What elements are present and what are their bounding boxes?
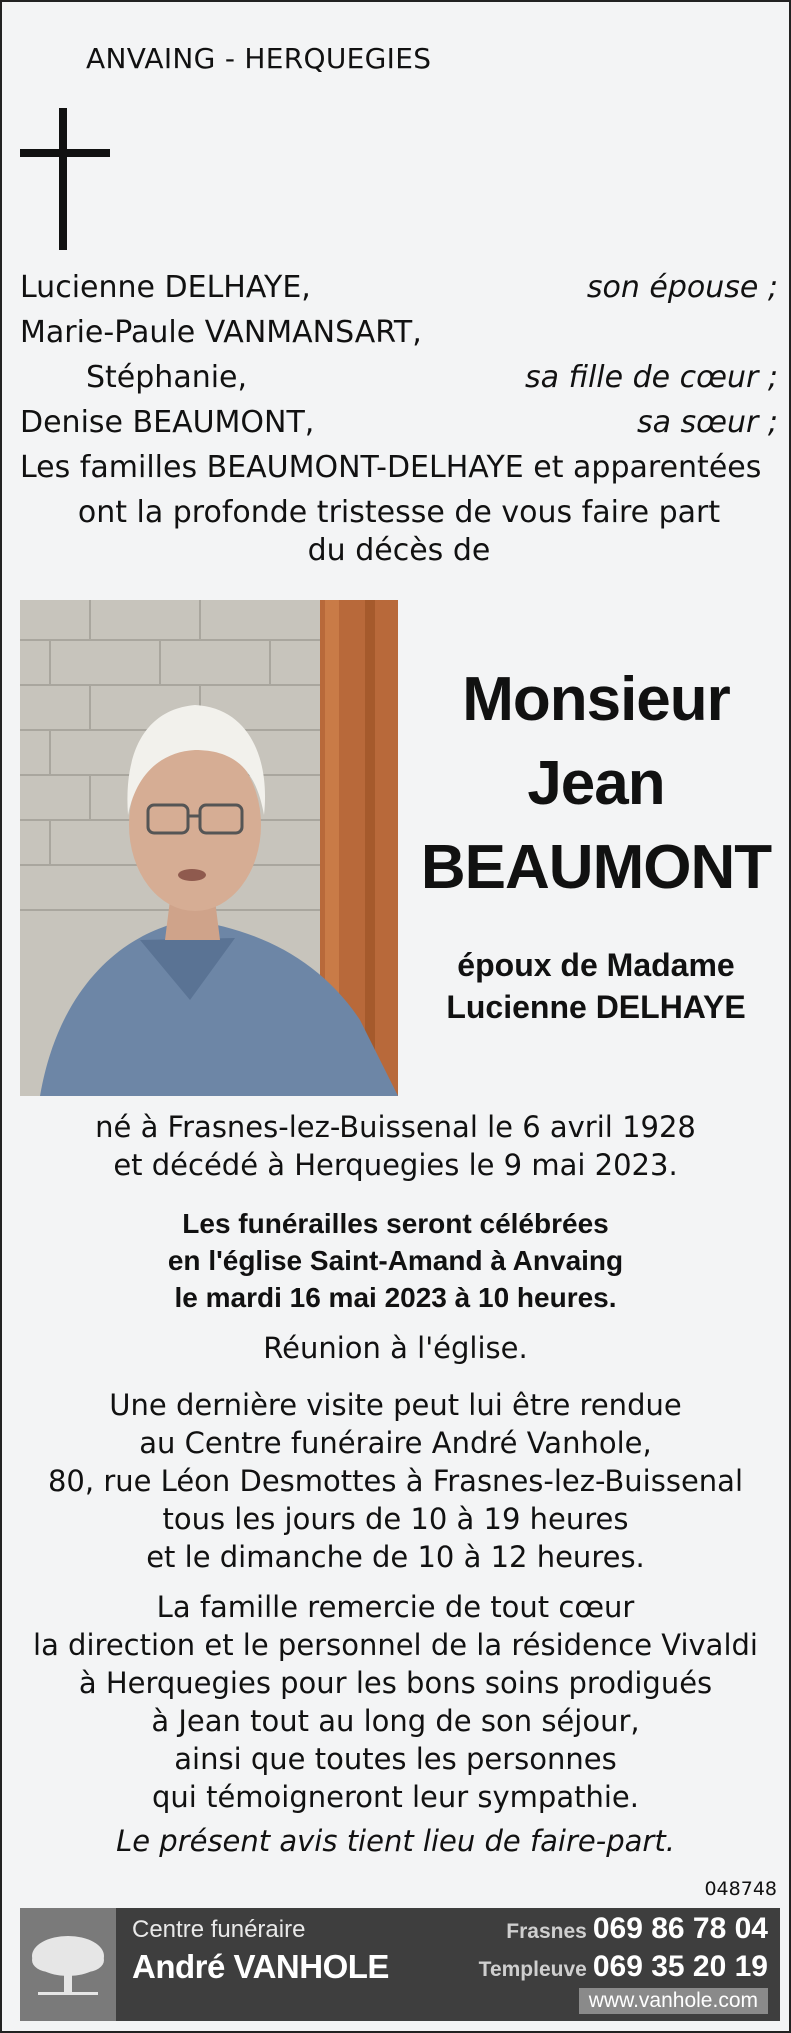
latin-cross-icon: [20, 108, 112, 250]
phone-number: 069 86 78 04: [592, 1912, 768, 1945]
visit-line: et le dimanche de 10 à 12 heures.: [146, 1540, 645, 1574]
thanks-line: à Herquegies pour les bons soins prodigués: [78, 1666, 713, 1700]
thanks-line: La famille remercie de tout cœur: [156, 1590, 635, 1624]
family-member-name: Stéphanie,: [86, 360, 248, 395]
thanks-line: la direction et le personnel de la résidence Vivaldi: [33, 1628, 758, 1662]
visit-line: Une dernière visite peut lui être rendue: [109, 1388, 682, 1422]
family-member-name: Denise BEAUMONT,: [20, 405, 315, 440]
deceased-name-block: [412, 658, 780, 910]
family-row: [20, 360, 778, 405]
death-line: et décédé à Herquegies le 9 mai 2023.: [113, 1148, 678, 1182]
deceased-last-name: BEAUMONT: [420, 833, 772, 902]
reunion-text: Réunion à l'église.: [263, 1331, 528, 1365]
family-member-name: Lucienne DELHAYE,: [20, 270, 311, 305]
thanks-message: [10, 1588, 781, 1816]
family-row: [20, 315, 778, 360]
company-name-line: André VANHOLE: [132, 1948, 389, 1985]
families-line: Les familles BEAUMONT-DELHAYE et apparentées: [20, 450, 762, 485]
tree-logo-icon: [20, 1908, 116, 2021]
visit-line: tous les jours de 10 à 19 heures: [162, 1502, 629, 1536]
spouse-line: époux de Madame: [457, 947, 735, 983]
family-relation: son épouse ;: [586, 270, 778, 305]
funeral-line: Les funérailles seront célébrées: [182, 1208, 609, 1239]
website-link[interactable]: www.vanhole.com: [579, 1988, 768, 2014]
deceased-title: Monsieur: [462, 665, 730, 734]
funeral-details: [10, 1205, 781, 1316]
family-relation: sa sœur ;: [636, 405, 778, 440]
visit-line: au Centre funéraire André Vanhole,: [139, 1426, 652, 1460]
birth-death-details: [10, 1108, 781, 1184]
portrait-photo: [20, 600, 398, 1096]
thanks-line: à Jean tout au long de son séjour,: [151, 1704, 640, 1738]
notice-text: Le présent avis tient lieu de faire-part.: [116, 1824, 675, 1858]
phone-city: Frasnes: [506, 1920, 587, 1943]
thanks-line: ainsi que toutes les personnes: [174, 1742, 617, 1776]
announcement-line: du décès de: [307, 533, 491, 568]
spouse-block: [412, 944, 780, 1028]
deceased-first-name: Jean: [527, 749, 665, 818]
visit-details: [10, 1386, 781, 1576]
thanks-line: qui témoigneront leur sympathie.: [152, 1780, 639, 1814]
family-member-name: Marie-Paule VANMANSART,: [20, 315, 422, 350]
phone-number: 069 35 20 19: [592, 1950, 768, 1983]
birth-line: né à Frasnes-lez-Buissenal le 6 avril 1928: [95, 1110, 696, 1144]
family-row: [20, 270, 778, 315]
phone-frasnes: [506, 1912, 768, 1946]
company-name-line: Centre funéraire: [132, 1916, 306, 1943]
funeral-line: en l'église Saint-Amand à Anvaing: [167, 1245, 624, 1276]
visit-line: 80, rue Léon Desmottes à Frasnes-lez-Buissenal: [47, 1464, 744, 1498]
phone-templeuve: [479, 1950, 768, 1984]
family-list: [20, 270, 778, 578]
announcement-line: ont la profonde tristesse de vous faire part: [77, 495, 721, 530]
phone-city: Templeuve: [478, 1958, 587, 1981]
spouse-line: Lucienne DELHAYE: [446, 989, 746, 1025]
location-heading: ANVAING - HERQUEGIES: [86, 42, 432, 75]
funeral-line: le mardi 16 mai 2023 à 10 heures.: [174, 1282, 617, 1313]
funeral-home-banner: [20, 1908, 780, 2021]
family-row: [20, 405, 778, 450]
family-relation: sa fille de cœur ;: [525, 360, 778, 395]
reference-number: 048748: [704, 1878, 777, 1900]
